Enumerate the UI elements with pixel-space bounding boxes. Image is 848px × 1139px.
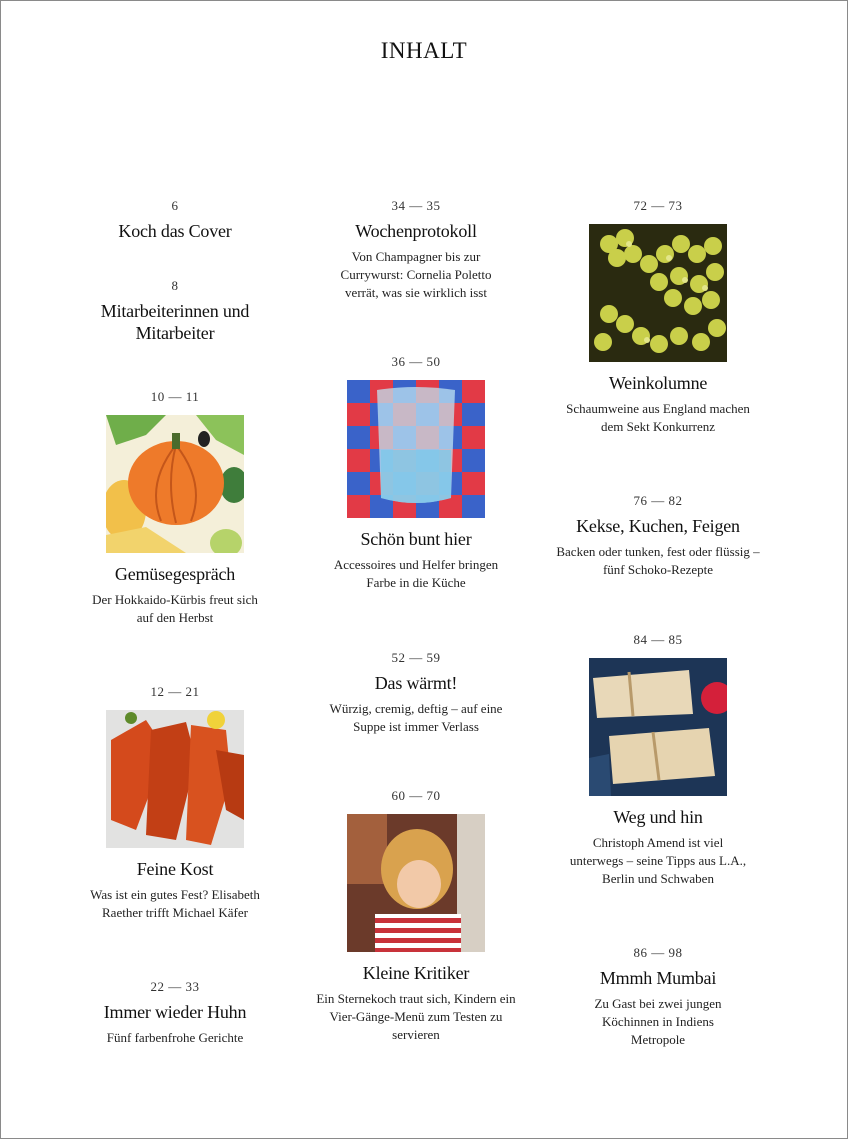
toc-entry-huhn[interactable] xyxy=(65,979,285,1047)
child-photo xyxy=(347,814,485,952)
entry-description: Schaumweine aus England machen dem Sekt Konkurrenz xyxy=(566,401,750,434)
glass-photo xyxy=(347,380,485,518)
toc-entry-wein[interactable] xyxy=(548,198,768,436)
entry-headline: Koch das Cover xyxy=(118,221,232,241)
grapes-photo xyxy=(589,224,727,362)
page-range: 10 — 11 xyxy=(150,389,200,404)
toc-entry-feine[interactable] xyxy=(65,684,285,922)
entry-headline: Weg und hin xyxy=(613,807,703,827)
page-range: 6 xyxy=(171,198,179,213)
entry-headline: Weinkolumne xyxy=(608,373,708,393)
page-range: 76 — 82 xyxy=(633,493,683,508)
toc-entry-wochen[interactable] xyxy=(306,198,526,302)
entry-headline: Das wärmt! xyxy=(374,673,458,693)
page-range: 34 — 35 xyxy=(391,198,441,213)
toc-entry-bunt[interactable] xyxy=(306,354,526,592)
entry-description: Würzig, cremig, deftig – auf eine Suppe ist immer Verlass xyxy=(329,701,503,734)
entry-headline: Mitarbeiterinnen und Mitarbeiter xyxy=(100,301,250,343)
toc-entry-gemuese[interactable] xyxy=(65,389,285,627)
page-range: 52 — 59 xyxy=(391,650,441,665)
entry-description: Accessoires und Helfer bringen Farbe in die Küche xyxy=(333,557,499,590)
entry-description: Was ist ein gutes Fest? Elisabeth Raether trifft Michael Käfer xyxy=(90,887,260,920)
page-range: 72 — 73 xyxy=(633,198,683,213)
entry-headline: Feine Kost xyxy=(136,859,214,879)
toc-entry-mumbai[interactable] xyxy=(548,945,768,1049)
page-range: 8 xyxy=(171,278,179,293)
lobster-photo xyxy=(106,710,244,848)
page-range: 36 — 50 xyxy=(391,354,441,369)
page-range: 60 — 70 xyxy=(391,788,441,803)
pumpkin-illustration xyxy=(106,415,244,553)
entry-headline: Kleine Kritiker xyxy=(362,963,470,983)
entry-description: Ein Sternekoch traut sich, Kindern ein Vier-Gänge-Menü zum Testen zu servieren xyxy=(316,991,516,1042)
entry-description: Fünf farbenfrohe Gerichte xyxy=(106,1030,244,1045)
entry-headline: Immer wieder Huhn xyxy=(103,1002,247,1022)
entry-description: Von Champagner bis zur Currywurst: Cornelia Poletto verrät, was sie wirklich isst xyxy=(340,249,492,300)
entry-headline: Gemüsegespräch xyxy=(114,564,236,584)
entry-headline: Wochenprotokoll xyxy=(355,221,477,241)
toc-entry-kritiker[interactable] xyxy=(306,788,526,1044)
toc-entry-kekse[interactable] xyxy=(548,493,768,579)
toc-entry-koch[interactable] xyxy=(65,198,285,242)
page-title: INHALT xyxy=(380,38,468,63)
page-range: 22 — 33 xyxy=(150,979,200,994)
entry-headline: Schön bunt hier xyxy=(360,529,472,549)
toc-entry-mitarbeiter[interactable] xyxy=(65,278,285,344)
toc-entry-waermt[interactable] xyxy=(306,650,526,736)
entry-headline: Kekse, Kuchen, Feigen xyxy=(576,516,740,536)
page-range: 84 — 85 xyxy=(633,632,683,647)
page-range: 12 — 21 xyxy=(150,684,200,699)
toc-entry-weg[interactable] xyxy=(548,632,768,888)
entry-description: Zu Gast bei zwei jungen Köchinnen in Indiens Metropole xyxy=(594,996,722,1047)
entry-description: Christoph Amend ist viel unterwegs – seine Tipps aus L.A., Berlin und Schwaben xyxy=(569,835,747,886)
tamales-photo xyxy=(589,658,727,796)
entry-description: Der Hokkaido-Kürbis freut sich auf den Herbst xyxy=(92,592,258,625)
entry-headline: Mmmh Mumbai xyxy=(599,968,717,988)
page-range: 86 — 98 xyxy=(633,945,683,960)
entry-description: Backen oder tunken, fest oder flüssig – fünf Schoko-Rezepte xyxy=(556,544,760,577)
